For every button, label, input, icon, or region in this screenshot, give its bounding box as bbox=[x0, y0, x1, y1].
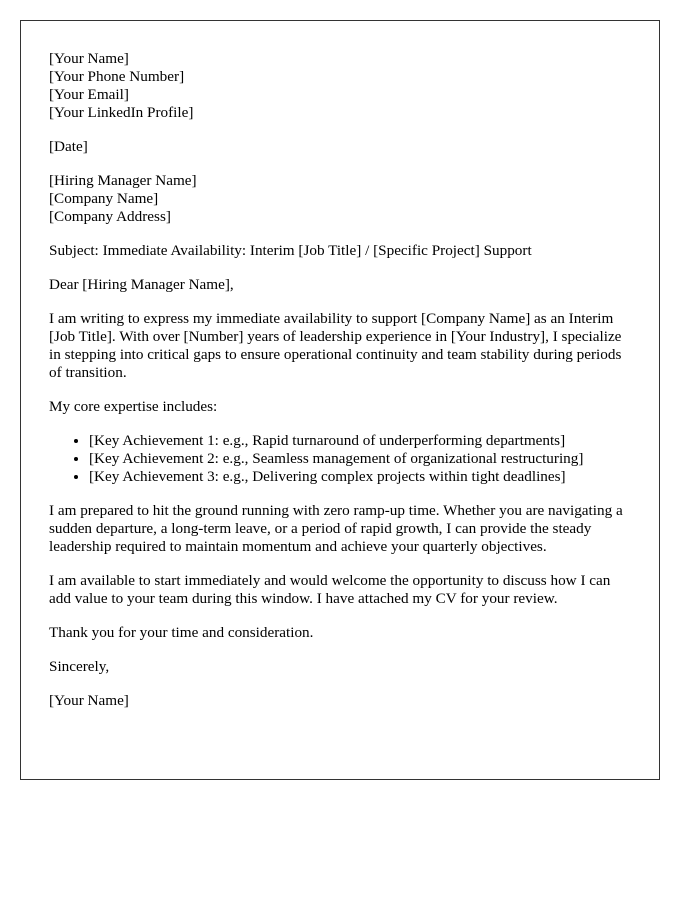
expertise-heading: My core expertise includes: bbox=[49, 398, 218, 415]
letter-page bbox=[20, 20, 660, 780]
sender-email: [Your Email] bbox=[49, 86, 129, 103]
readiness-paragraph: I am prepared to hit the ground running with zero ramp-up time. Whether you are navigating a sudden departure, a long-term leave, or a period of rapid growth, I can provide the steady leadership required to maintain momentum and achieve your quarterly objectives. bbox=[49, 502, 623, 555]
closing: Sincerely, bbox=[49, 658, 110, 675]
sender-block bbox=[49, 50, 631, 122]
thanks-paragraph: Thank you for your time and consideration. bbox=[49, 624, 314, 641]
recipient-company: [Company Name] bbox=[49, 190, 159, 207]
sender-name: [Your Name] bbox=[49, 50, 129, 67]
letter-date: [Date] bbox=[49, 138, 88, 155]
date-block bbox=[49, 138, 631, 156]
signature: [Your Name] bbox=[49, 692, 129, 709]
recipient-manager: [Hiring Manager Name] bbox=[49, 172, 197, 189]
list-item: • [Key Achievement 2: e.g., Seamless management of organizational restructuring] bbox=[89, 450, 631, 468]
intro-paragraph: I am writing to express my immediate availability to support [Company Name] as an Interim [Job Title]. With over [Number] years of leadership experience in [Your Industry], I specialize in stepping into critical gaps to ensure operational continuity and team stability during periods of transition. bbox=[49, 310, 622, 381]
sender-linkedin: [Your LinkedIn Profile] bbox=[49, 104, 194, 121]
list-item: • [Key Achievement 3: e.g., Delivering complex projects within tight deadlines] bbox=[89, 468, 631, 486]
availability-paragraph: I am available to start immediately and would welcome the opportunity to discuss how I can add value to your team during this window. I have attached my CV for your review. bbox=[49, 572, 611, 607]
recipient-address: [Company Address] bbox=[49, 208, 171, 225]
sender-phone: [Your Phone Number] bbox=[49, 68, 185, 85]
achievement-list bbox=[49, 432, 631, 486]
recipient-block bbox=[49, 172, 631, 226]
list-item: • [Key Achievement 1: e.g., Rapid turnaround of underperforming departments] bbox=[89, 432, 631, 450]
salutation: Dear [Hiring Manager Name], bbox=[49, 276, 234, 293]
subject-line: Subject: Immediate Availability: Interim [Job Title] / [Specific Project] Support bbox=[49, 242, 532, 259]
